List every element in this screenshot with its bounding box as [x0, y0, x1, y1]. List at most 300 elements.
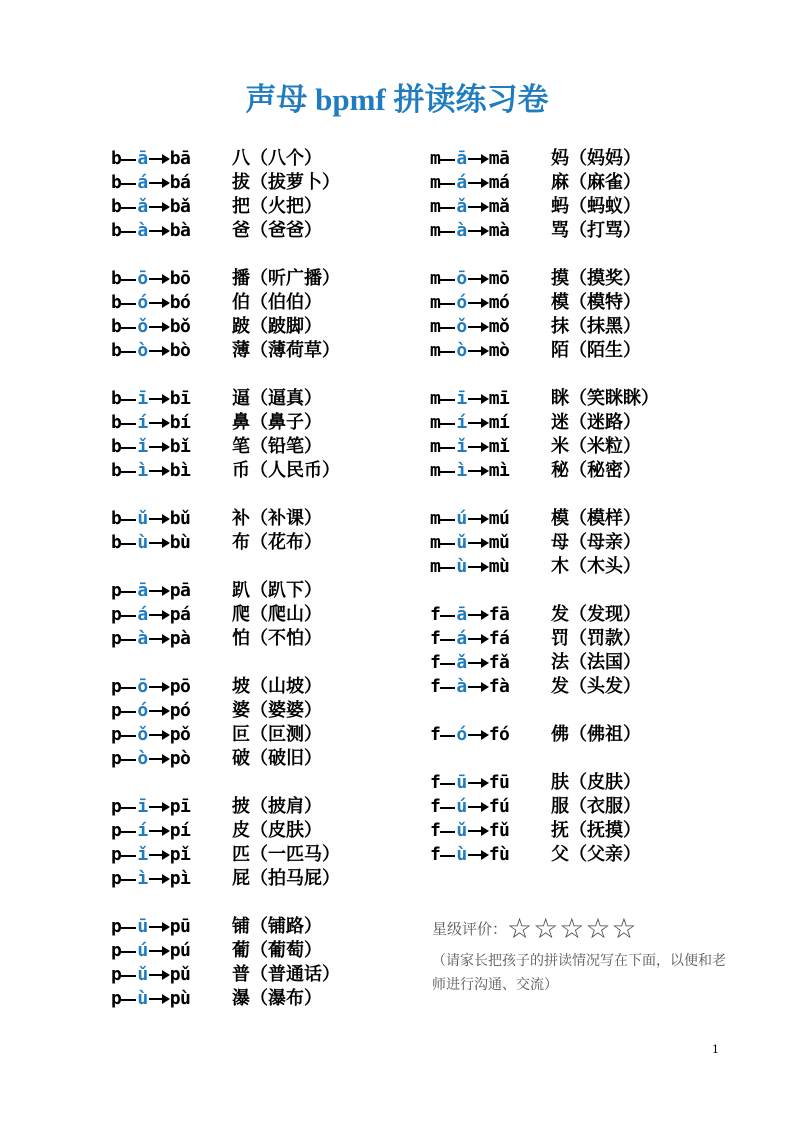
example-word: 麻（麻雀）: [551, 172, 641, 193]
tone-vowel: á: [456, 172, 467, 193]
syllable-result: mǔ: [488, 532, 510, 553]
initial-consonant: m: [430, 532, 441, 553]
dash-connector: [121, 507, 137, 531]
syllable-result: mú: [488, 508, 510, 529]
page-title: 声母 bpmf 拼读练习卷: [245, 82, 549, 117]
pinyin-formula: [111, 171, 232, 195]
arrow-right-icon: [148, 915, 170, 939]
tone-vowel: ī: [137, 796, 148, 817]
tone-vowel: ǒ: [456, 316, 467, 337]
syllable-result: fú: [488, 796, 510, 817]
initial-consonant: b: [111, 508, 122, 529]
syllable-result: bò: [169, 340, 191, 361]
example-word: 佛（佛祖）: [551, 724, 641, 745]
dash-connector: [440, 531, 456, 555]
pinyin-row: [111, 938, 340, 962]
example-word: 眯（笑眯眯）: [551, 388, 659, 409]
syllable-result: pó: [169, 700, 191, 721]
arrow-right-icon: [467, 459, 489, 483]
pinyin-row: [430, 194, 659, 218]
arrow-right-icon: [467, 411, 489, 435]
pinyin-row: [430, 410, 659, 434]
dash-connector: [440, 843, 456, 867]
pinyin-row: [111, 170, 340, 194]
pinyin-formula: [111, 267, 232, 291]
initial-consonant: p: [111, 796, 122, 817]
syllable-result: pà: [169, 628, 191, 649]
pinyin-formula: [111, 915, 232, 939]
example-word: 木（木头）: [551, 556, 641, 577]
dash-connector: [121, 795, 137, 819]
dash-connector: [121, 867, 137, 891]
dash-connector: [121, 819, 137, 843]
arrow-right-icon: [148, 627, 170, 651]
syllable-result: fá: [488, 628, 510, 649]
syllable-result: mā: [488, 148, 510, 169]
dash-connector: [440, 315, 456, 339]
initial-consonant: b: [111, 532, 122, 553]
dash-connector: [440, 267, 456, 291]
tone-vowel: ǔ: [137, 508, 148, 529]
tone-vowel: ì: [456, 460, 467, 481]
tone-vowel: ū: [456, 772, 467, 793]
dash-connector: [440, 507, 456, 531]
pinyin-formula: [430, 795, 551, 819]
example-word: 发（发现）: [551, 604, 641, 625]
arrow-right-icon: [467, 723, 489, 747]
pinyin-row: [111, 866, 340, 890]
pinyin-formula: [111, 411, 232, 435]
tone-vowel: ā: [456, 604, 467, 625]
example-word: 铺（铺路）: [232, 916, 322, 937]
pinyin-row: [111, 962, 340, 986]
syllable-result: bì: [169, 460, 191, 481]
tone-vowel: ō: [456, 268, 467, 289]
tone-vowel: ǒ: [137, 724, 148, 745]
tone-vowel: ǒ: [137, 316, 148, 337]
pinyin-formula: [111, 291, 232, 315]
dash-connector: [121, 219, 137, 243]
syllable-result: mò: [488, 340, 510, 361]
arrow-right-icon: [467, 435, 489, 459]
pinyin-row: [430, 554, 659, 578]
initial-consonant: f: [430, 724, 441, 745]
pinyin-row: [430, 458, 659, 482]
tone-vowel: à: [137, 628, 148, 649]
tone-vowel: í: [456, 412, 467, 433]
example-word: 币（人民币）: [232, 460, 340, 481]
pinyin-row: [430, 842, 659, 866]
initial-consonant: b: [111, 460, 122, 481]
pinyin-row: [111, 194, 340, 218]
initial-consonant: p: [111, 940, 122, 961]
arrow-right-icon: [148, 147, 170, 171]
syllable-result: pú: [169, 940, 191, 961]
syllable-result: bǎ: [169, 196, 191, 217]
initial-consonant: m: [430, 196, 441, 217]
pinyin-formula: [430, 627, 551, 651]
tone-vowel: ú: [456, 796, 467, 817]
syllable-result: fǎ: [488, 652, 510, 673]
arrow-right-icon: [148, 459, 170, 483]
initial-consonant: f: [430, 796, 441, 817]
pinyin-formula: [111, 195, 232, 219]
pinyin-row: [111, 530, 340, 554]
syllable-result: bǒ: [169, 316, 191, 337]
arrow-right-icon: [148, 939, 170, 963]
row-spacer: [111, 482, 340, 506]
syllable-result: mǎ: [488, 196, 510, 217]
dash-connector: [121, 147, 137, 171]
pinyin-formula: [111, 459, 232, 483]
example-word: 播（听广播）: [232, 268, 340, 289]
pinyin-row: [430, 266, 659, 290]
tone-vowel: ì: [137, 868, 148, 889]
pinyin-formula: [430, 291, 551, 315]
tone-vowel: ǔ: [456, 820, 467, 841]
syllable-result: pī: [169, 796, 191, 817]
example-word: 肤（皮肤）: [551, 772, 641, 793]
syllable-result: mì: [488, 460, 510, 481]
tone-vowel: à: [456, 676, 467, 697]
tone-vowel: ó: [456, 724, 467, 745]
dash-connector: [440, 195, 456, 219]
syllable-result: bǐ: [169, 436, 191, 457]
arrow-right-icon: [148, 603, 170, 627]
initial-consonant: p: [111, 916, 122, 937]
syllable-result: bā: [169, 148, 191, 169]
tone-vowel: ǎ: [456, 196, 467, 217]
tone-vowel: ù: [137, 988, 148, 1009]
arrow-right-icon: [467, 315, 489, 339]
example-word: 爸（爸爸）: [232, 220, 322, 241]
example-word: 破（破旧）: [232, 748, 322, 769]
example-word: 八（八个）: [232, 148, 322, 169]
tone-vowel: à: [456, 220, 467, 241]
syllable-result: bí: [169, 412, 191, 433]
rating-section: [432, 912, 752, 997]
initial-consonant: p: [111, 748, 122, 769]
arrow-right-icon: [148, 795, 170, 819]
initial-consonant: p: [111, 724, 122, 745]
pinyin-formula: [430, 723, 551, 747]
dash-connector: [440, 675, 456, 699]
pinyin-formula: [430, 843, 551, 867]
row-spacer: [111, 650, 340, 674]
pinyin-formula: [111, 939, 232, 963]
pinyin-row: [430, 794, 659, 818]
example-word: 抹（抹黑）: [551, 316, 641, 337]
arrow-right-icon: [467, 219, 489, 243]
tone-vowel: ú: [456, 508, 467, 529]
syllable-result: bǔ: [169, 508, 191, 529]
syllable-result: fù: [488, 844, 510, 865]
pinyin-formula: [430, 531, 551, 555]
dash-connector: [121, 747, 137, 771]
syllable-result: mà: [488, 220, 510, 241]
example-word: 秘（秘密）: [551, 460, 641, 481]
arrow-right-icon: [148, 435, 170, 459]
arrow-right-icon: [467, 651, 489, 675]
dash-connector: [440, 147, 456, 171]
row-spacer: [430, 362, 659, 386]
pinyin-row: [111, 842, 340, 866]
tone-vowel: ú: [137, 940, 148, 961]
pinyin-row: [111, 818, 340, 842]
initial-consonant: p: [111, 604, 122, 625]
dash-connector: [440, 171, 456, 195]
syllable-result: má: [488, 172, 510, 193]
tone-vowel: ù: [456, 556, 467, 577]
tone-vowel: ǐ: [456, 436, 467, 457]
pinyin-row: [111, 146, 340, 170]
syllable-result: bō: [169, 268, 191, 289]
tone-vowel: ò: [456, 340, 467, 361]
syllable-result: pì: [169, 868, 191, 889]
syllable-result: fà: [488, 676, 510, 697]
row-spacer: [430, 482, 659, 506]
tone-vowel: ǎ: [456, 652, 467, 673]
arrow-right-icon: [148, 819, 170, 843]
example-word: 布（花布）: [232, 532, 322, 553]
pinyin-formula: [430, 507, 551, 531]
arrow-right-icon: [467, 507, 489, 531]
pinyin-row: [111, 290, 340, 314]
example-word: 伯（伯伯）: [232, 292, 322, 313]
pinyin-formula: [430, 267, 551, 291]
syllable-result: pū: [169, 916, 191, 937]
dash-connector: [121, 963, 137, 987]
example-word: 迷（迷路）: [551, 412, 641, 433]
pinyin-formula: [111, 867, 232, 891]
dash-connector: [440, 435, 456, 459]
dash-connector: [121, 435, 137, 459]
initial-consonant: m: [430, 316, 441, 337]
initial-consonant: p: [111, 820, 122, 841]
dash-connector: [121, 627, 137, 651]
example-word: 蚂（蚂蚁）: [551, 196, 641, 217]
dash-connector: [121, 267, 137, 291]
syllable-result: pá: [169, 604, 191, 625]
dash-connector: [121, 699, 137, 723]
dash-connector: [121, 987, 137, 1011]
initial-consonant: f: [430, 676, 441, 697]
tone-vowel: ī: [456, 388, 467, 409]
syllable-result: pí: [169, 820, 191, 841]
pinyin-formula: [111, 699, 232, 723]
initial-consonant: p: [111, 868, 122, 889]
syllable-result: mù: [488, 556, 510, 577]
arrow-right-icon: [148, 507, 170, 531]
initial-consonant: f: [430, 820, 441, 841]
pinyin-formula: [111, 675, 232, 699]
parent-note: （请家长把孩子的拼读情况写在下面，以便和老师进行沟通、交流）: [432, 953, 726, 993]
initial-consonant: b: [111, 388, 122, 409]
dash-connector: [121, 411, 137, 435]
syllable-result: mī: [488, 388, 510, 409]
arrow-right-icon: [467, 531, 489, 555]
syllable-result: mǐ: [488, 436, 510, 457]
arrow-right-icon: [467, 795, 489, 819]
pinyin-row: [111, 794, 340, 818]
pinyin-row: [430, 218, 659, 242]
tone-vowel: ā: [137, 148, 148, 169]
rating-label: 星级评价：: [432, 920, 508, 938]
arrow-right-icon: [148, 531, 170, 555]
pinyin-row: [111, 722, 340, 746]
syllable-result: mí: [488, 412, 510, 433]
tone-vowel: ó: [456, 292, 467, 313]
pinyin-formula: [430, 387, 551, 411]
example-word: 鼻（鼻子）: [232, 412, 322, 433]
initial-consonant: m: [430, 412, 441, 433]
arrow-right-icon: [148, 339, 170, 363]
star-rating-icons[interactable]: ☆☆☆☆☆: [507, 912, 638, 945]
arrow-right-icon: [467, 147, 489, 171]
example-word: 模（模特）: [551, 292, 641, 313]
tone-vowel: á: [137, 604, 148, 625]
initial-consonant: p: [111, 676, 122, 697]
row-spacer: [430, 746, 659, 770]
pinyin-row: [111, 602, 340, 626]
dash-connector: [440, 651, 456, 675]
tone-vowel: ò: [137, 340, 148, 361]
dash-connector: [440, 819, 456, 843]
pinyin-row: [111, 410, 340, 434]
initial-consonant: b: [111, 172, 122, 193]
initial-consonant: m: [430, 292, 441, 313]
syllable-result: fǔ: [488, 820, 510, 841]
pinyin-row: [430, 530, 659, 554]
syllable-result: bù: [169, 532, 191, 553]
example-word: 瀑（瀑布）: [232, 988, 322, 1009]
example-word: 罚（罚款）: [551, 628, 641, 649]
example-word: 妈（妈妈）: [551, 148, 641, 169]
example-word: 跛（跛脚）: [232, 316, 322, 337]
example-word: 怕（不怕）: [232, 628, 322, 649]
tone-vowel: ì: [137, 460, 148, 481]
pinyin-row: [430, 434, 659, 458]
example-word: 坡（山坡）: [232, 676, 322, 697]
pinyin-formula: [111, 843, 232, 867]
dash-connector: [121, 723, 137, 747]
arrow-right-icon: [467, 675, 489, 699]
example-word: 披（披肩）: [232, 796, 322, 817]
example-word: 发（头发）: [551, 676, 641, 697]
row-spacer: [430, 698, 659, 722]
example-word: 皮（皮肤）: [232, 820, 322, 841]
syllable-result: bī: [169, 388, 191, 409]
pinyin-formula: [111, 747, 232, 771]
syllable-result: bá: [169, 172, 191, 193]
initial-consonant: b: [111, 340, 122, 361]
dash-connector: [121, 459, 137, 483]
syllable-result: pù: [169, 988, 191, 1009]
pinyin-formula: [111, 987, 232, 1011]
initial-consonant: m: [430, 436, 441, 457]
initial-consonant: m: [430, 148, 441, 169]
initial-consonant: m: [430, 172, 441, 193]
dash-connector: [121, 291, 137, 315]
initial-consonant: b: [111, 292, 122, 313]
pinyin-row: [111, 434, 340, 458]
arrow-right-icon: [148, 171, 170, 195]
arrow-right-icon: [467, 843, 489, 867]
tone-vowel: ǐ: [137, 436, 148, 457]
pinyin-row: [430, 770, 659, 794]
pinyin-row: [430, 818, 659, 842]
tone-vowel: ū: [137, 916, 148, 937]
dash-connector: [121, 171, 137, 195]
arrow-right-icon: [467, 771, 489, 795]
arrow-right-icon: [467, 555, 489, 579]
syllable-result: fū: [488, 772, 510, 793]
pinyin-formula: [111, 435, 232, 459]
pinyin-formula: [111, 723, 232, 747]
tone-vowel: ǔ: [137, 964, 148, 985]
pinyin-formula: [111, 795, 232, 819]
row-spacer: [111, 362, 340, 386]
pinyin-row: [430, 650, 659, 674]
initial-consonant: m: [430, 388, 441, 409]
example-word: 模（模样）: [551, 508, 641, 529]
initial-consonant: b: [111, 196, 122, 217]
pinyin-formula: [430, 219, 551, 243]
example-word: 爬（爬山）: [232, 604, 322, 625]
syllable-result: fā: [488, 604, 510, 625]
pinyin-row: [111, 218, 340, 242]
arrow-right-icon: [467, 387, 489, 411]
dash-connector: [440, 387, 456, 411]
pinyin-row: [111, 338, 340, 362]
pinyin-formula: [430, 315, 551, 339]
pinyin-formula: [430, 603, 551, 627]
tone-vowel: ǐ: [137, 844, 148, 865]
example-word: 匹（一匹马）: [232, 844, 340, 865]
row-spacer: [430, 242, 659, 266]
arrow-right-icon: [148, 291, 170, 315]
pinyin-formula: [430, 411, 551, 435]
pinyin-formula: [430, 555, 551, 579]
example-word: 屁（拍马屁）: [232, 868, 340, 889]
initial-consonant: p: [111, 988, 122, 1009]
pinyin-formula: [111, 819, 232, 843]
arrow-right-icon: [148, 867, 170, 891]
pinyin-row: [111, 626, 340, 650]
example-word: 陌（陌生）: [551, 340, 641, 361]
initial-consonant: m: [430, 340, 441, 361]
dash-connector: [440, 219, 456, 243]
initial-consonant: f: [430, 652, 441, 673]
arrow-right-icon: [148, 987, 170, 1011]
dash-connector: [121, 387, 137, 411]
pinyin-row: [430, 170, 659, 194]
pinyin-formula: [111, 627, 232, 651]
pinyin-row: [111, 506, 340, 530]
tone-vowel: ō: [137, 676, 148, 697]
tone-vowel: á: [456, 628, 467, 649]
pinyin-formula: [430, 675, 551, 699]
arrow-right-icon: [467, 291, 489, 315]
initial-consonant: b: [111, 268, 122, 289]
example-word: 摸（摸奖）: [551, 268, 641, 289]
initial-consonant: m: [430, 508, 441, 529]
row-spacer: [111, 890, 340, 914]
tone-vowel: à: [137, 220, 148, 241]
dash-connector: [121, 675, 137, 699]
pinyin-row: [111, 386, 340, 410]
syllable-result: fó: [488, 724, 510, 745]
